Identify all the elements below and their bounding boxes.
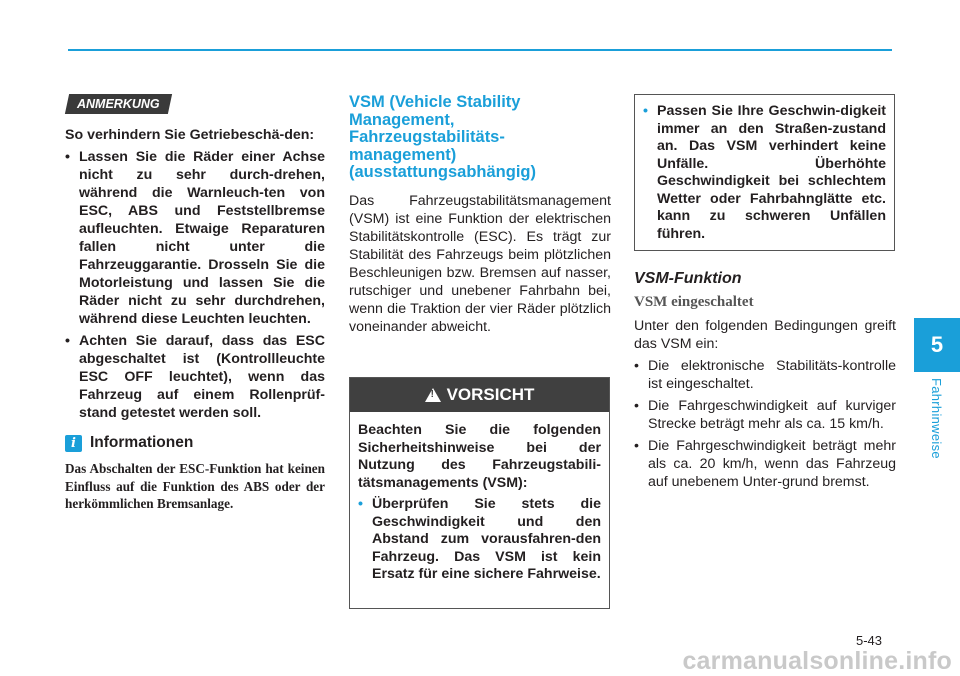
note-intro: So verhindern Sie Getriebeschä-den: [65, 127, 315, 143]
condition-list [634, 357, 896, 491]
caution-list [358, 496, 601, 584]
note-bullet: • Achten Sie darauf, dass das ESC abgeschaltet ist (Kontrollleuchte ESC OFF leuchtet), wenn das Fahrzeug auf einem Rollenprüf-stand getestet werden soll. [65, 332, 325, 422]
caution-box-continued [634, 94, 895, 251]
vsm-function-heading: VSM-Funktion [634, 270, 742, 287]
caution-bullet: • Passen Sie Ihre Geschwin-digkeit immer an den Straßen-zustand an. Das VSM verhindert keine Unfälle. Überhöhte Geschwindigkeit bei schlechtem Wetter oder Fahrbahnglätte etc. kann zu schweren Unfällen führen. [643, 103, 886, 243]
caution-list-continued [643, 103, 886, 243]
note-bullet: • Lassen Sie die Räder einer Achse nicht zu sehr durch-drehen, während die Warnleuch-ten von ESC, ABS und Feststellbremse aufleuchten. Etwaige Reparaturen fallen nicht unter die Fahrzeuggarantie. Drosseln Sie die Motorleistung und lassen Sie die Räder nicht zu sehr durchdrehen, während diese Leuchten leuchten. [65, 148, 325, 328]
info-title: Informationen [90, 434, 194, 451]
caution-body [350, 412, 609, 584]
middle-column [349, 94, 611, 336]
info-header [65, 434, 325, 452]
left-column [65, 94, 325, 513]
caution-header [350, 378, 609, 412]
section-paragraph: Das Fahrzeugstabilitätsmanagement (VSM) ist eine Funktion der elektrischen Stabilitätskontrolle (ESC). Es trägt zur Stabilität des Fahrzeugs beim plötzlichen Beschleunigen bzw. Bremsen auf nasser, rutschiger und unebener Fahrbahn bei, wenn die Traktion der vier Räder plötzlich voneinander abweicht. [349, 192, 611, 335]
vsm-intro: Unter den folgenden Bedingungen greift das VSM ein: [634, 318, 896, 352]
note-bullet-list [65, 148, 325, 422]
page-number: 5-43 [855, 633, 882, 648]
vsm-on-subheading: VSM eingeschaltet [634, 294, 754, 310]
info-text: Das Abschalten der ESC-Funktion hat keinen Einfluss auf die Funktion des ABS oder der herkömmlichen Bremsanlage. [65, 461, 325, 511]
warning-triangle-icon [425, 388, 441, 402]
caution-box [349, 377, 610, 609]
right-column [634, 270, 896, 495]
condition-item: • Die Fahrgeschwindigkeit beträgt mehr als ca. 20 km/h, wenn das Fahrzeug auf unebenem Unter-grund bremst. [634, 437, 896, 491]
condition-item: • Die elektronische Stabilitäts-kontrolle ist eingeschaltet. [634, 357, 896, 393]
header-rule [68, 49, 892, 51]
caution-intro: Beachten Sie die folgenden Sicherheitshinweise bei der Nutzung des Fahrzeugstabili-tätsmanagements (VSM): [358, 422, 601, 491]
note-badge: ANMERKUNG [65, 94, 172, 114]
chapter-tab: 5 [914, 318, 960, 372]
chapter-label: Fahrhinweise [929, 378, 944, 459]
condition-item: • Die Fahrgeschwindigkeit auf kurviger Strecke beträgt mehr als ca. 15 km/h. [634, 397, 896, 433]
caution-title: VORSICHT [446, 385, 535, 404]
caution-bullet: • Überprüfen Sie stets die Geschwindigkeit und den Abstand zum vorausfahren-den Fahrzeug. Das VSM ist kein Ersatz für eine sichere Fahrweise. [358, 496, 601, 584]
watermark: carmanualsonline.info [682, 647, 952, 675]
section-title: VSM (Vehicle Stability Management, Fahrzeugstabilitäts-management) (ausstattungsabhängig) [349, 93, 537, 181]
info-icon: i [65, 435, 82, 452]
